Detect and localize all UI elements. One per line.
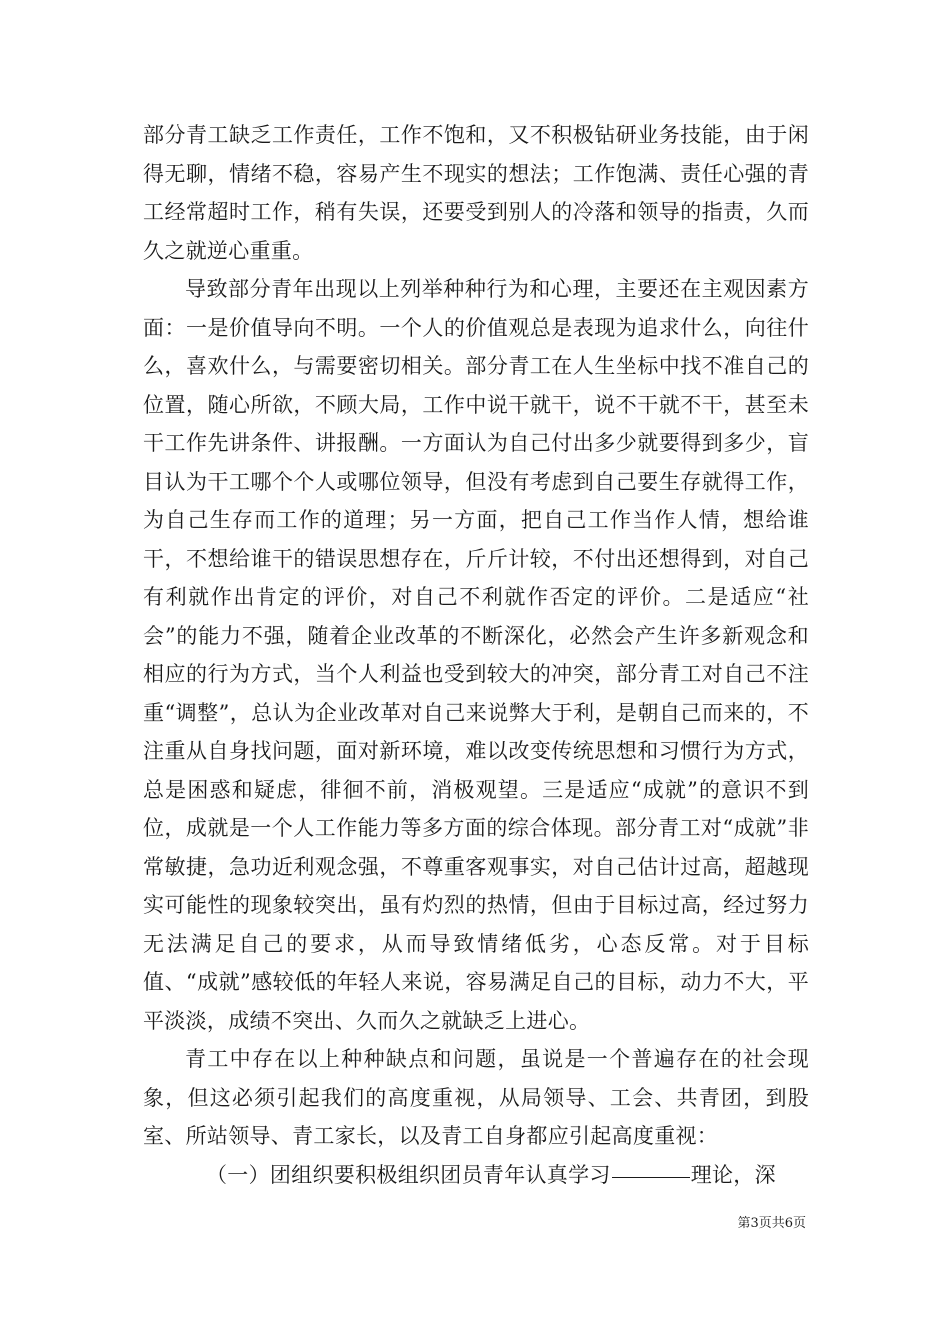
paragraph-2: 导致部分青年出现以上列举种种行为和心理，主要还在主观因素方面：一是价值导向不明。一个人的价值观总是表现为追求什么，向往什么，喜欢什么，与需要密切相关。部分青工在人生坐标中找不准自己的位置，随心所欲，不顾大局，工作中说干就干，说不干就不干，甚至未干工作先讲条件、讲报酬。一方面认为自己付出多少就要得到多少，盲目认为干工哪个个人或哪位领导，但没有考虑到自己要生存就得工作，为自己生存而工作的道理；另一方面，把自己工作当作人情，想给谁干，不想给谁干的错误思想存在，斤斤计较，不付出还想得到，对自己有利就作出肯定的评价，对自己不利就作否定的评价。二是适应“社会”的能力不强，随着企业改革的不断深化，必然会产生许多新观念和相应的行为方式，当个人利益也受到较大的冲突，部分青工对自己不注重“调整”，总认为企业改革对自己来说弊大于利，是朝自己而来的，不注重从自身找问题，面对新环境，难以改变传统思想和习惯行为方式，总是困惑和疑虑，徘徊不前，消极观望。三是适应“成就”的意识不到位，成就是一个人工作能力等多方面的综合体现。部分青工对“成就”非常敏捷，急功近利观念强，不尊重客观事实，对自己估计过高，超越现实可能性的现象较突出，虽有灼烈的热情，但由于目标过高，经过努力无法满足自己的要求，从而导致情绪低劣，心态反常。对于目标值、“成就”感较低的年轻人来说，容易满足自己的目标，动力不大，平平淡淡，成绩不突出、久而久之就缺乏上进心。: [143, 277, 809, 1033]
paragraph-4-end: 理论，深: [690, 1162, 776, 1187]
page-number: 第3页共6页: [737, 1216, 806, 1231]
fill-in-blank: [612, 1176, 690, 1178]
paragraph-4: [143, 1156, 809, 1195]
paragraph-3: 青工中存在以上种种缺点和问题，虽说是一个普遍存在的社会现象，但这必须引起我们的高度重视，从局领导、工会、共青团，到股室、所站领导、青工家长，以及青工自身都应引起高度重视：: [143, 1047, 809, 1148]
document-body: [143, 116, 809, 1194]
paragraph-1: 部分青工缺乏工作责任，工作不饱和，又不积极钻研业务技能，由于闲得无聊，情绪不稳，容易产生不现实的想法；工作饱满、责任心强的青工经常超时工作，稍有失误，还要受到别人的冷落和领导的指责，久而久之就逆心重重。: [143, 123, 809, 263]
paragraph-4-start: （一）团组织要积极组织团员青年认真学习: [206, 1162, 611, 1187]
